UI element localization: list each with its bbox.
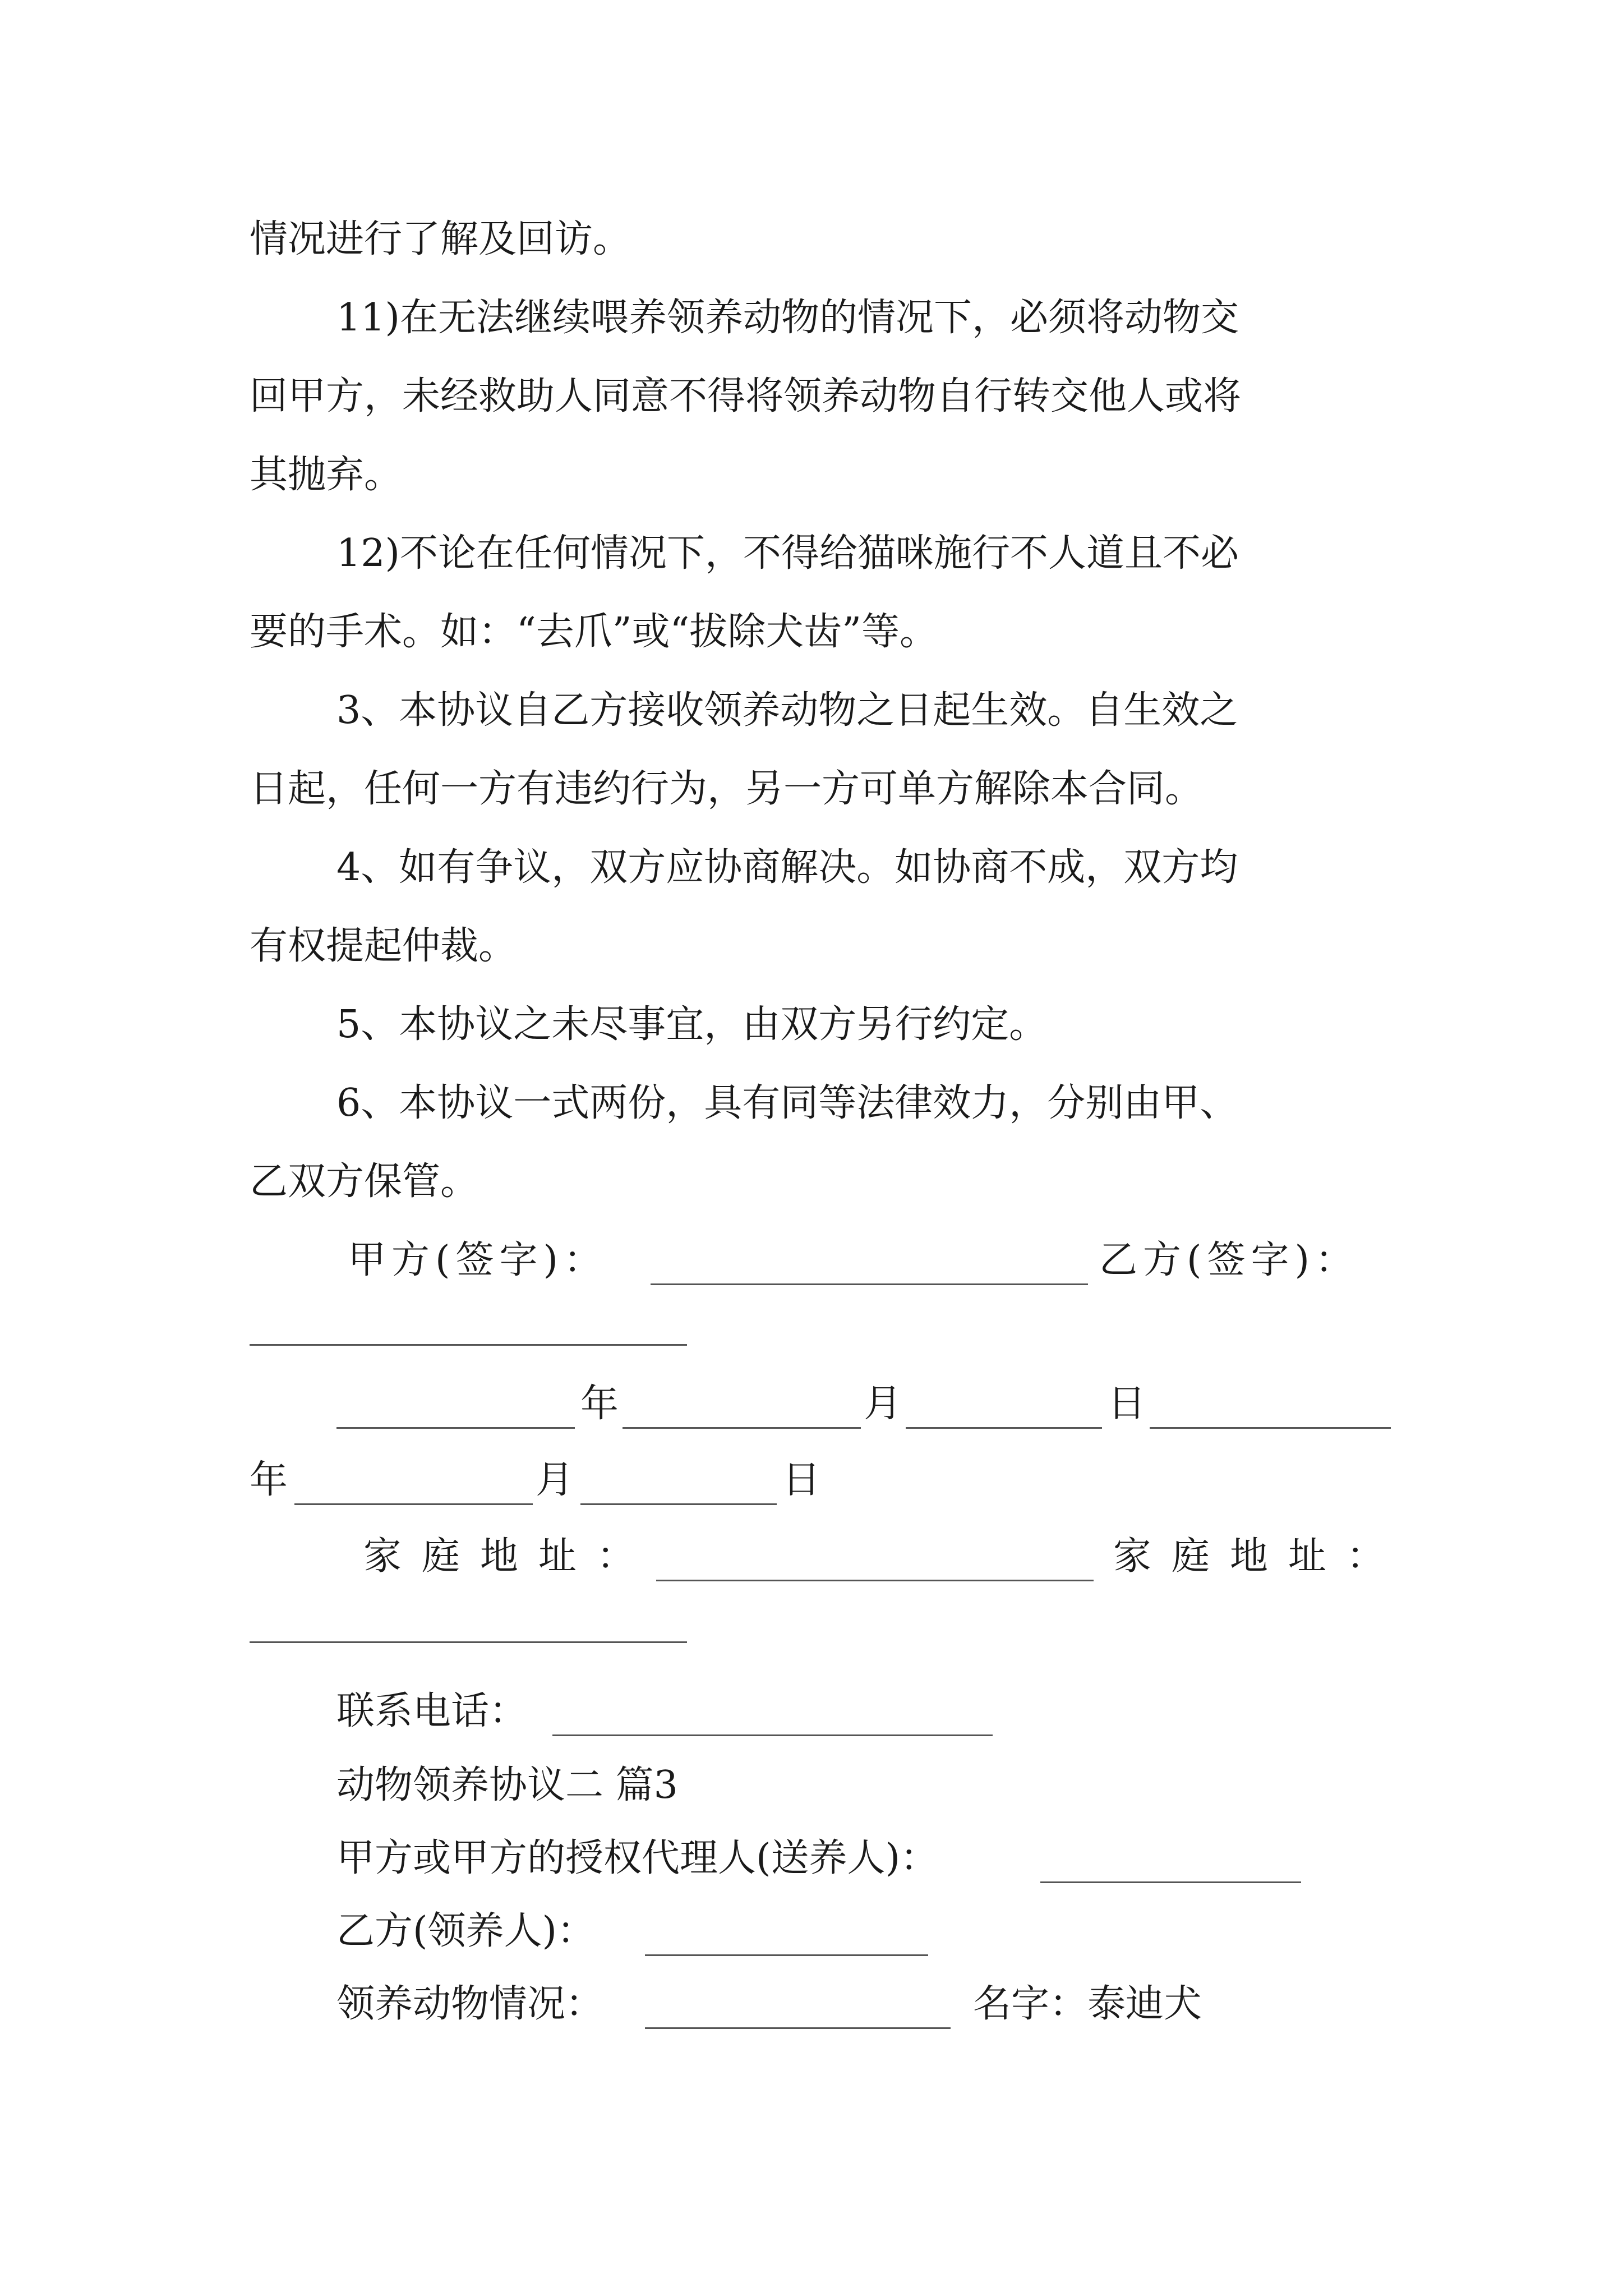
- day-label: 日: [782, 1458, 821, 1502]
- text-line: 情况进行了解及回访。: [250, 217, 631, 261]
- paragraph-line: [0, 915, 1623, 977]
- party-a-agent-field[interactable]: [1040, 1881, 1301, 1883]
- day-field[interactable]: [580, 1503, 777, 1505]
- address-row: [0, 1526, 1623, 1588]
- section-title: 动物领养协议二 篇3: [336, 1763, 678, 1807]
- date-row: [0, 1373, 1623, 1435]
- text-line: 6、本协议一式两份，具有同等法律效力，分别由甲、: [336, 1081, 1238, 1125]
- text-line: 日起，任何一方有违约行为，另一方可单方解除本合同。: [250, 767, 1204, 811]
- paragraph-line: [0, 1073, 1623, 1134]
- year-field[interactable]: [1150, 1427, 1391, 1429]
- text-line: 11)在无法继续喂养领养动物的情况下，必须将动物交: [336, 296, 1239, 340]
- text-line: 12)不论在任何情况下，不得给猫咪施行不人道且不必: [336, 531, 1239, 576]
- year-label: 年: [580, 1382, 619, 1426]
- phone-row: [0, 1681, 1623, 1742]
- text-line: 乙双方保管。: [250, 1159, 479, 1204]
- paragraph-line: [0, 758, 1623, 820]
- month-field[interactable]: [294, 1503, 533, 1505]
- field-row: [0, 1973, 1623, 2035]
- text-line: 3、本协议自乙方接收领养动物之日起生效。自生效之: [336, 688, 1238, 733]
- field-row: [0, 1828, 1623, 1889]
- month-label: 月: [864, 1382, 902, 1426]
- field-row: [0, 1901, 1623, 1962]
- paragraph-line: [0, 994, 1623, 1056]
- paragraph-line: [0, 209, 1623, 270]
- year-label: 年: [250, 1458, 288, 1502]
- animal-info-field[interactable]: [645, 2027, 951, 2029]
- date-row: [0, 1450, 1623, 1511]
- party-a-address-label: 家庭地址：: [363, 1534, 656, 1579]
- text-line: 回甲方，未经救助人同意不得将领养动物自行转交他人或将: [250, 374, 1242, 418]
- signature-row: [0, 1230, 1623, 1291]
- animal-name: 名字：泰迪犬: [973, 1982, 1202, 2026]
- paragraph-line: [0, 601, 1623, 663]
- paragraph-line: [0, 680, 1623, 742]
- party-b-address-label: 家庭地址：: [1113, 1534, 1405, 1579]
- phone-label: 联系电话：: [336, 1689, 528, 1733]
- party-a-signature-label: 甲方(签字)：: [348, 1238, 608, 1282]
- day-field[interactable]: [906, 1427, 1102, 1429]
- month-field[interactable]: [623, 1427, 861, 1429]
- day-label: 日: [1108, 1382, 1146, 1426]
- party-b-field[interactable]: [645, 1954, 928, 1956]
- party-b-signature-label: 乙方(签字)：: [1099, 1238, 1359, 1282]
- party-b-signature-field[interactable]: [250, 1344, 687, 1346]
- year-field[interactable]: [336, 1427, 575, 1429]
- paragraph-line: [0, 523, 1623, 585]
- party-b-address-field[interactable]: [250, 1641, 687, 1643]
- text-line: 4、如有争议，双方应协商解决。如协商不成，双方均: [336, 845, 1238, 890]
- phone-field[interactable]: [552, 1734, 993, 1736]
- month-label: 月: [536, 1458, 574, 1502]
- text-line: 其抛弃。: [250, 453, 403, 497]
- text-line: 有权提起仲裁。: [250, 924, 517, 968]
- paragraph-line: [0, 837, 1623, 899]
- party-a-agent-label: 甲方或甲方的授权代理人(送养人)：: [336, 1836, 939, 1880]
- paragraph-line: [0, 366, 1623, 427]
- paragraph-line: [0, 287, 1623, 349]
- animal-info-label: 领养动物情况：: [336, 1982, 604, 2026]
- party-a-signature-field[interactable]: [651, 1283, 1088, 1285]
- section-row: [0, 1755, 1623, 1816]
- text-line: 5、本协议之未尽事宜，由双方另行约定。: [336, 1002, 1048, 1047]
- text-line: 要的手术。如：“去爪”或“拔除犬齿”等。: [250, 610, 938, 654]
- paragraph-line: [0, 444, 1623, 506]
- party-b-label: 乙方(领养人)：: [336, 1909, 596, 1953]
- party-a-address-field[interactable]: [656, 1580, 1094, 1581]
- paragraph-line: [0, 1151, 1623, 1213]
